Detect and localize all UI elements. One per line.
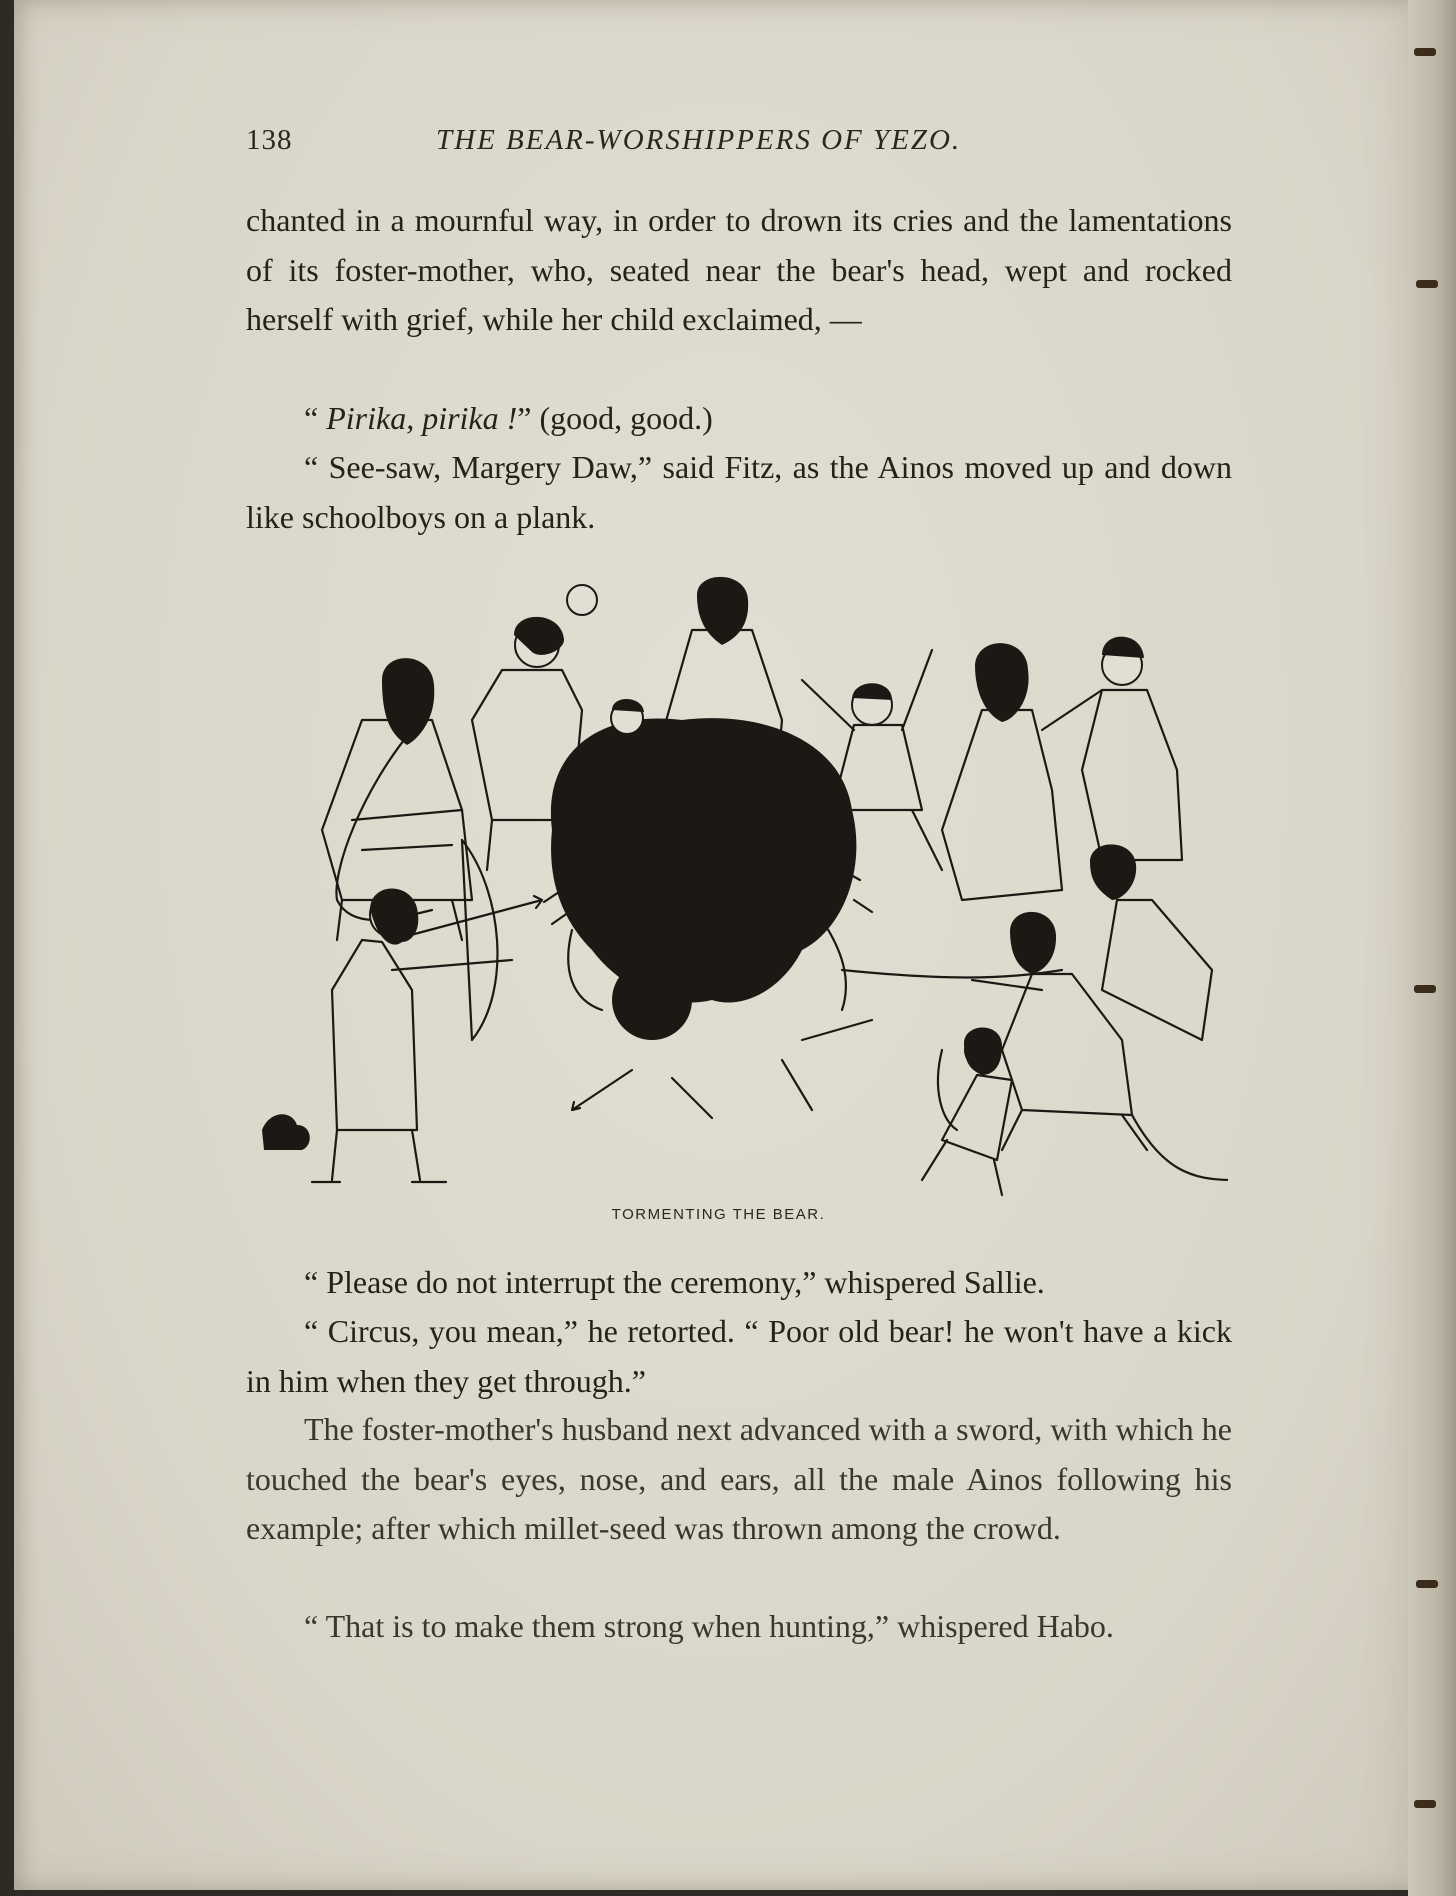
running-title: THE BEAR-WORSHIPPERS OF YEZO. — [436, 124, 962, 156]
tormenting-bear-illustration — [242, 570, 1228, 1210]
binding-stitch — [1416, 1580, 1438, 1588]
paragraph-5: “ Circus, you mean,” he retorted. “ Poor old bear! he won't have a kick in him when they get through.” — [246, 1313, 1232, 1399]
paragraph-2 — [246, 394, 1232, 444]
figure-caption: TORMENTING THE BEAR. — [611, 1206, 826, 1223]
right-men-figures — [942, 637, 1182, 900]
page-header — [246, 120, 1046, 160]
paragraph-4: “ Please do not interrupt the ceremony,” whispered Sallie. — [304, 1264, 1045, 1300]
dog-figure — [262, 1114, 310, 1150]
archer-figure — [312, 840, 542, 1182]
binding-stitch — [1416, 280, 1438, 288]
quote-open: “ — [304, 400, 327, 436]
italic-phrase: Pirika, pirika ! — [326, 400, 518, 436]
page-number: 138 — [246, 124, 293, 156]
paragraph-6: The foster-mother's husband next advanced with a sword, with which he touched the bear's eyes, nose, and ears, all the male Ainos following his example; after which millet-seed was thrown among the crowd. — [246, 1411, 1232, 1546]
book-page — [14, 0, 1432, 1890]
rope-pullers-figures — [922, 844, 1228, 1195]
binding-stitch — [1414, 985, 1436, 993]
paragraph-7: “ That is to make them strong when hunting,” whispered Habo. — [304, 1608, 1114, 1644]
binding-stitch — [1414, 48, 1436, 56]
paragraph-1: chanted in a mournful way, in order to drown its cries and the lamentations of its foster-mother, who, seated near the bear's head, wept and rocked herself with grief, while her child exclaimed, — — [246, 202, 1232, 337]
binding-stitch — [1414, 1800, 1436, 1808]
bear-figure — [544, 718, 872, 1040]
quote-rest: ” (good, good.) — [517, 400, 713, 436]
paragraph-3: “ See-saw, Margery Daw,” said Fitz, as the Ainos moved up and down like schoolboys on a plank. — [246, 449, 1232, 535]
